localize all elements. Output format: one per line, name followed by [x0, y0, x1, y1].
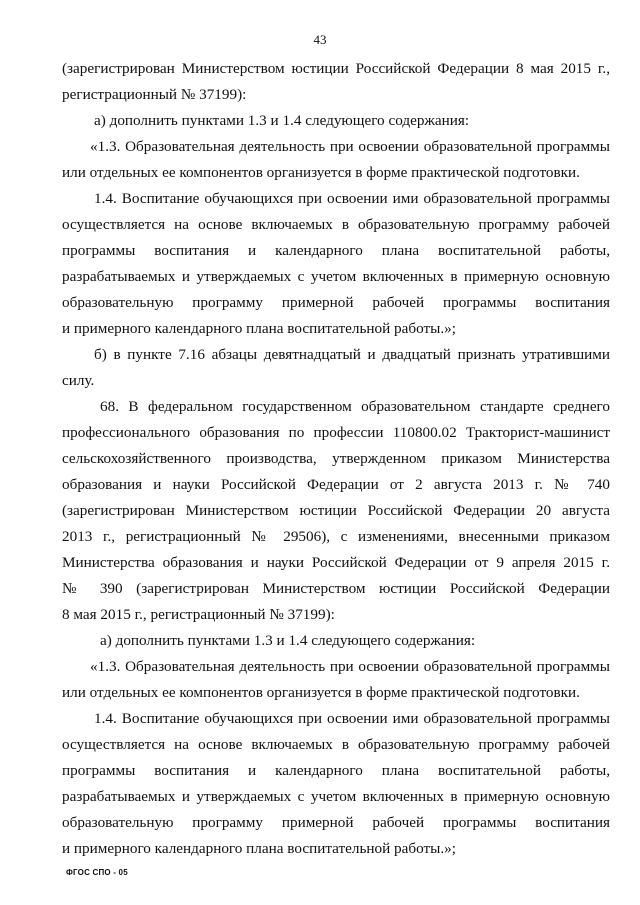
text-line: а) дополнить пунктами 1.3 и 1.4 следующего содержания:: [100, 632, 476, 649]
text-line: образовательную программу примерной рабочей программы воспитания: [62, 294, 610, 311]
text-line: № 390 (зарегистрирован Министерством юстиции Российской Федерации: [62, 580, 610, 597]
text-line: Министерства образования и науки Российской Федерации от 9 апреля 2015 г.: [62, 554, 610, 571]
text-line: программы воспитания и календарного плана воспитательной работы,: [62, 242, 610, 259]
text-line: разрабатываемых и утверждаемых с учетом включенных в примерную основную: [62, 268, 610, 285]
text-line: 1.4. Воспитание обучающихся при освоении ими образовательной программы: [94, 710, 610, 727]
text-line: 2013 г., регистрационный № 29506), с изменениями, внесенными приказом: [62, 528, 610, 545]
text-line: (зарегистрирован Министерством юстиции Российской Федерации 20 августа: [62, 502, 610, 519]
text-line: «1.3. Образовательная деятельность при освоении образовательной программы: [90, 138, 610, 155]
text-line: регистрационный № 37199):: [62, 86, 247, 103]
text-line: «1.3. Образовательная деятельность при освоении образовательной программы: [90, 658, 610, 675]
text-line: и примерного календарного плана воспитательной работы.»;: [62, 840, 456, 857]
text-line: силу.: [62, 372, 95, 389]
text-line: 8 мая 2015 г., регистрационный № 37199):: [62, 606, 335, 623]
text-line: (зарегистрирован Министерством юстиции Российской Федерации 8 мая 2015 г.,: [62, 60, 610, 77]
text-line: разрабатываемых и утверждаемых с учетом включенных в примерную основную: [62, 788, 610, 805]
text-line: 1.4. Воспитание обучающихся при освоении ими образовательной программы: [94, 190, 610, 207]
text-line: профессионального образования по профессии 110800.02 Тракторист-машинист: [62, 424, 610, 441]
document-body: [62, 56, 610, 862]
text-line: б) в пункте 7.16 абзацы девятнадцатый и двадцатый признать утратившими: [94, 346, 610, 363]
footer-code: ФГОС СПО - 05: [66, 868, 128, 877]
text-line: осуществляется на основе включаемых в образовательную программу рабочей: [62, 736, 610, 753]
text-line: 68. В федеральном государственном образовательном стандарте среднего: [100, 398, 610, 415]
text-line: а) дополнить пунктами 1.3 и 1.4 следующего содержания:: [94, 112, 470, 129]
text-line: сельскохозяйственного производства, утвержденном приказом Министерства: [62, 450, 610, 467]
text-line: или отдельных ее компонентов организуется в форме практической подготовки.: [62, 164, 580, 181]
text-line: осуществляется на основе включаемых в образовательную программу рабочей: [62, 216, 610, 233]
text-line: и примерного календарного плана воспитательной работы.»;: [62, 320, 456, 337]
page-number: 43: [313, 32, 327, 47]
text-line: образования и науки Российской Федерации от 2 августа 2013 г. № 740: [62, 476, 610, 493]
text-line: программы воспитания и календарного плана воспитательной работы,: [62, 762, 610, 779]
text-line: образовательную программу примерной рабочей программы воспитания: [62, 814, 610, 831]
text-line: или отдельных ее компонентов организуется в форме практической подготовки.: [62, 684, 580, 701]
